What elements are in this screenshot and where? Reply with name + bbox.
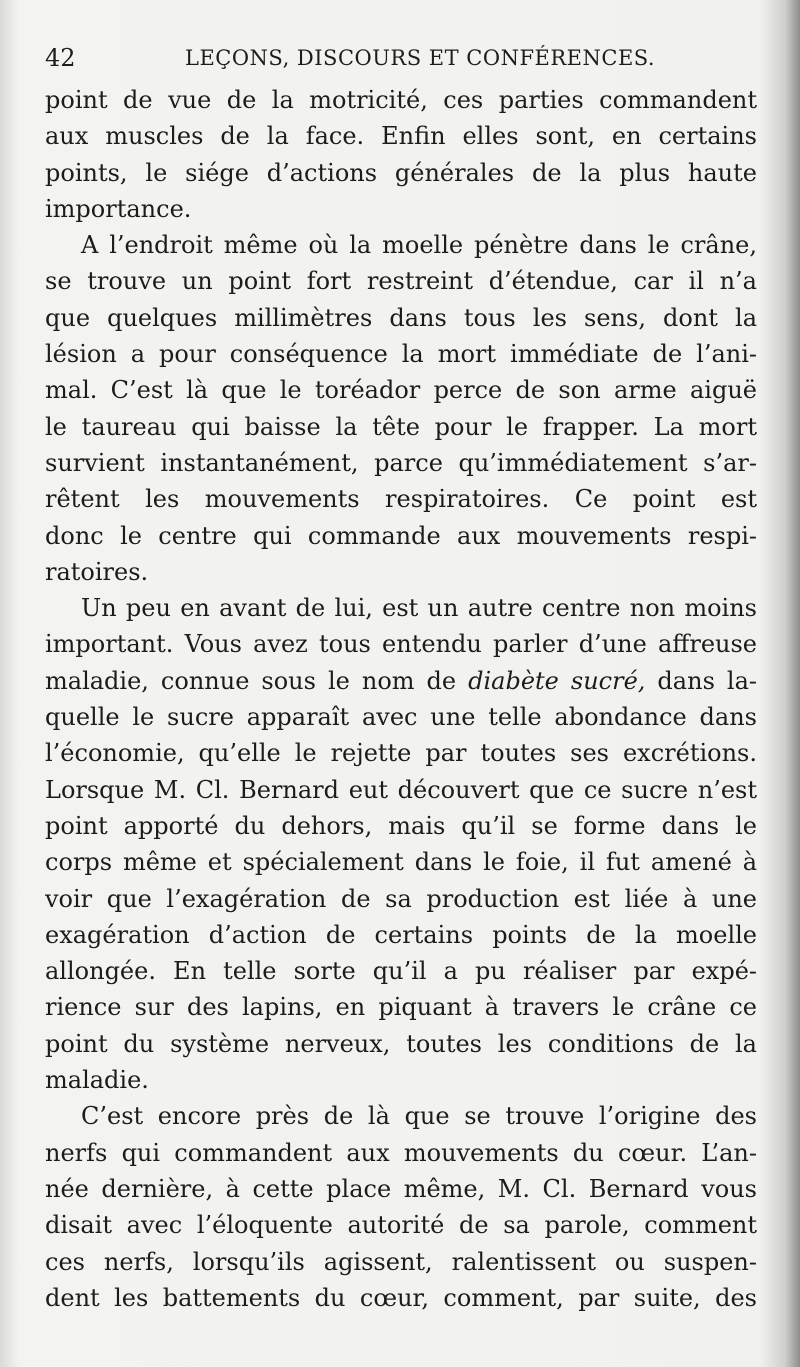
text-line: ces nerfs, lorsqu’ils agissent, ralentissent ou suspen- (45, 1247, 757, 1276)
text-segment: dans la- (645, 666, 757, 695)
text-line: donc le centre qui commande aux mouvements respi- (45, 521, 757, 550)
text-line: C’est encore près de là que se trouve l’origine des (81, 1102, 757, 1131)
text-line: point apporté du dehors, mais qu’il se forme dans le (45, 811, 757, 840)
text-line: exagération d’action de certains points de la moelle (45, 920, 757, 949)
text-line: née dernière, à cette place même, M. Cl. Bernard vous (45, 1174, 757, 1203)
italic-term: diabète sucré, (468, 666, 646, 695)
text-line: allongée. En telle sorte qu’il a pu réaliser par expé- (45, 957, 757, 986)
text-line: disait avec l’éloquente autorité de sa parole, comment (45, 1211, 757, 1240)
text-line-with-italic (45, 663, 757, 699)
page-header (45, 40, 760, 80)
text-line: point de vue de la motricité, ces parties commandent (45, 86, 757, 114)
paragraph-4 (45, 1098, 757, 1316)
text-line: mal. C’est là que le toréador perce de son arme aiguë (45, 376, 757, 405)
text-line: quelle le sucre apparaît avec une telle abondance dans (45, 703, 757, 732)
paragraph-3 (45, 590, 757, 1098)
text-line: le taureau qui baisse la tête pour le frapper. La mort (45, 412, 757, 441)
text-line: importance. (45, 194, 192, 223)
text-line: se trouve un point fort restreint d’étendue, car il n’a (45, 267, 757, 296)
body-text (45, 82, 757, 1316)
text-line: Lorsque M. Cl. Bernard eut découvert que ce sucre n’est (45, 775, 757, 804)
text-line: rêtent les mouvements respiratoires. Ce point est (45, 485, 757, 514)
running-title: LEÇONS, DISCOURS ET CONFÉRENCES. (185, 46, 656, 70)
text-line: important. Vous avez tous entendu parler d’une affreuse (45, 630, 757, 659)
text-line: point du système nerveux, toutes les conditions de la (45, 1029, 757, 1058)
text-line: rience sur des lapins, en piquant à travers le crâne ce (45, 993, 757, 1022)
text-line: nerfs qui commandent aux mouvements du cœur. L’an- (45, 1138, 757, 1167)
text-line: Un peu en avant de lui, est un autre centre non moins (81, 594, 757, 623)
page-number: 42 (45, 44, 76, 72)
text-segment: maladie, connue sous le nom de (45, 666, 469, 695)
text-line: dent les battements du cœur, comment, par suite, des (45, 1283, 757, 1312)
text-line: corps même et spécialement dans le foie, il fut amené à (45, 848, 757, 877)
text-line: survient instantanément, parce qu’immédiatement s’ar- (45, 448, 757, 477)
text-line: voir que l’exagération de sa production est liée à une (45, 884, 757, 913)
text-line: que quelques millimètres dans tous les sens, dont la (45, 303, 757, 332)
text-line: points, le siége d’actions générales de la plus haute (45, 158, 757, 187)
paragraph-2 (45, 227, 757, 590)
text-line: aux muscles de la face. Enfin elles sont, en certains (45, 122, 757, 151)
text-line: ratoires. (45, 557, 149, 586)
paragraph-1 (45, 82, 757, 227)
text-line: A l’endroit même où la moelle pénètre dans le crâne, (81, 231, 757, 260)
text-line: lésion a pour conséquence la mort immédiate de l’ani- (45, 340, 757, 369)
text-line: l’économie, qu’elle le rejette par toutes ses excrétions. (45, 739, 757, 768)
text-line: maladie. (45, 1066, 149, 1095)
